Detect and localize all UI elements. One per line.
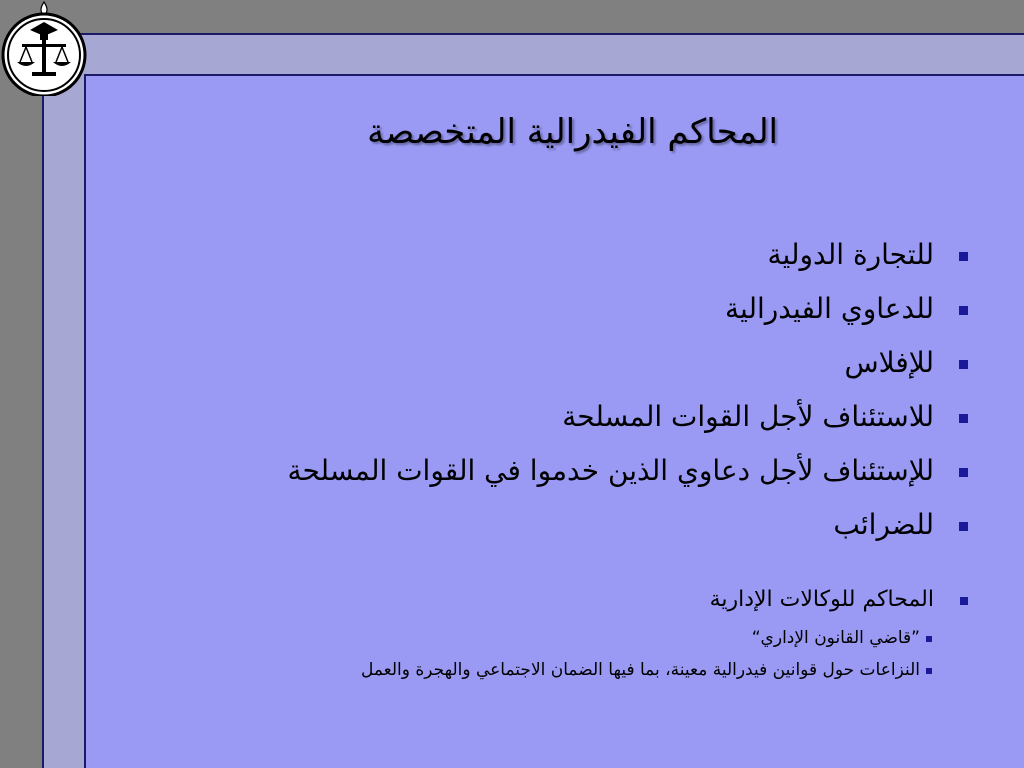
bullet-text: للضرائب — [833, 508, 934, 541]
bullet-square-icon — [959, 468, 968, 477]
list-item — [287, 498, 974, 552]
bullet-text: النزاعات حول قوانين فيدرالية معينة، بما فيها الضمان الاجتماعي والهجرة والعمل — [360, 660, 920, 680]
logo — [0, 0, 88, 96]
bullet-square-icon — [959, 360, 968, 369]
bullet-square-icon — [959, 522, 968, 531]
bullet-text: للدعاوي الفيدرالية — [725, 292, 934, 325]
bullet-square-icon — [959, 252, 968, 261]
left-band — [0, 0, 42, 768]
sub-list-item — [287, 654, 974, 686]
scales-of-justice-icon — [0, 0, 88, 96]
bullet-square-icon — [926, 668, 932, 674]
bullet-text: المحاكم للوكالات الإدارية — [709, 587, 934, 612]
bullet-text: للتجارة الدولية — [767, 238, 934, 271]
list-item — [287, 282, 974, 336]
list-item — [287, 228, 974, 282]
sub-list-item — [287, 622, 974, 654]
list-item — [287, 336, 974, 390]
bullet-text: للإفلاس — [844, 346, 934, 379]
bullet-text: للإستئناف لأجل دعاوي الذين خدموا في القوات المسلحة — [287, 454, 934, 487]
bullet-text: ”قاضي القانون الإداري“ — [751, 628, 920, 648]
slide-title: المحاكم الفيدرالية المتخصصة — [367, 112, 778, 152]
section-heading — [287, 578, 974, 622]
list-item — [287, 444, 974, 498]
list-item — [287, 390, 974, 444]
bullet-list — [287, 228, 974, 686]
spacer — [287, 552, 974, 578]
bullet-square-icon — [926, 636, 932, 642]
bullet-square-icon — [960, 597, 968, 605]
bullet-text: للاستئناف لأجل القوات المسلحة — [562, 400, 934, 433]
bullet-square-icon — [959, 414, 968, 423]
bullet-square-icon — [959, 306, 968, 315]
top-band — [0, 0, 1024, 34]
